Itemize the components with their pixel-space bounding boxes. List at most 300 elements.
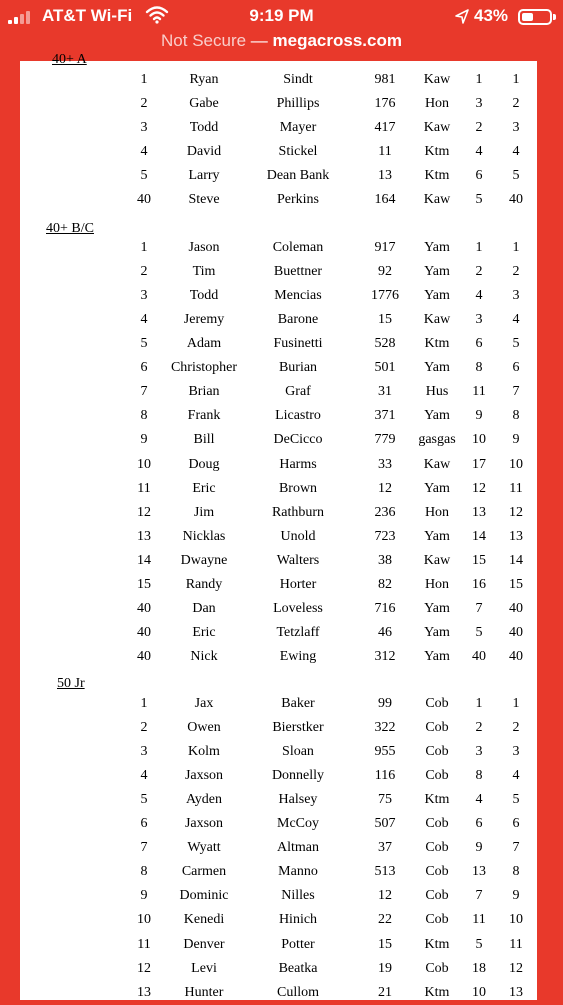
moto2-cell: 13 <box>509 528 523 544</box>
make-cell: Yam <box>424 264 450 280</box>
moto1-cell: 5 <box>475 624 483 640</box>
bike-number-cell: 371 <box>374 408 396 424</box>
moto2-cell: 12 <box>509 960 523 976</box>
last-name-cell: Coleman <box>272 240 324 255</box>
last-name-cell: Walters <box>276 552 320 568</box>
position-cell: 11 <box>137 480 151 496</box>
bike-number-cell: 37 <box>378 840 392 856</box>
moto1-cell: 2 <box>475 264 483 280</box>
position-cell: 6 <box>140 816 148 832</box>
moto2-cell: 12 <box>509 504 523 520</box>
make-cell: Cob <box>425 744 449 760</box>
make-cell: Yam <box>424 408 450 424</box>
moto1-cell: 40 <box>472 649 486 665</box>
make-cell: Yam <box>424 240 450 255</box>
moto2-cell: 6 <box>512 360 520 376</box>
position-cell: 10 <box>137 912 151 928</box>
moto2-cell: 14 <box>509 552 523 568</box>
table-row <box>20 836 537 860</box>
bike-number-cell: 1776 <box>371 288 399 304</box>
make-cell: Cob <box>425 768 449 784</box>
make-cell: Ktm <box>424 144 450 159</box>
first-name-cell: Eric <box>192 480 216 496</box>
make-cell: Cob <box>425 720 449 736</box>
first-name-cell: Owen <box>187 720 221 736</box>
make-cell: Kaw <box>423 120 451 135</box>
moto2-cell: 4 <box>512 144 520 159</box>
last-name-cell: Licastro <box>275 408 321 424</box>
last-name-cell: Potter <box>281 936 315 952</box>
moto1-cell: 1 <box>475 240 483 255</box>
last-name-cell: Rathburn <box>271 504 325 520</box>
position-cell: 9 <box>140 888 148 904</box>
moto2-cell: 2 <box>512 720 520 736</box>
moto1-cell: 4 <box>475 288 483 304</box>
moto1-cell: 4 <box>475 792 483 808</box>
first-name-cell: Gabe <box>189 96 219 111</box>
first-name-cell: Hunter <box>184 984 224 1000</box>
first-name-cell: Ayden <box>185 792 223 808</box>
bike-number-cell: 322 <box>374 720 396 736</box>
last-name-cell: Beatka <box>278 960 318 976</box>
moto1-cell: 8 <box>475 360 483 376</box>
bike-number-cell: 31 <box>378 384 392 400</box>
make-cell: Kaw <box>423 456 451 472</box>
table-row <box>20 188 537 212</box>
table-row <box>20 525 537 549</box>
moto1-cell: 9 <box>475 840 483 856</box>
first-name-cell: Jeremy <box>183 312 225 328</box>
position-cell: 3 <box>140 288 148 304</box>
moto2-cell: 11 <box>509 936 523 952</box>
position-cell: 40 <box>137 624 151 640</box>
make-cell: Cob <box>425 888 449 904</box>
bike-number-cell: 15 <box>378 312 392 328</box>
moto2-cell: 1 <box>512 240 520 255</box>
make-cell: Kaw <box>423 312 451 328</box>
moto2-cell: 2 <box>512 264 520 280</box>
last-name-cell: Graf <box>285 384 311 400</box>
last-name-cell: Ewing <box>279 649 317 665</box>
bike-number-cell: 21 <box>378 984 392 1000</box>
moto1-cell: 8 <box>475 768 483 784</box>
last-name-cell: Brown <box>278 480 318 496</box>
first-name-cell: Nick <box>190 649 218 665</box>
moto2-cell: 1 <box>512 696 520 711</box>
first-name-cell: Kolm <box>188 744 220 760</box>
bike-number-cell: 513 <box>374 864 396 880</box>
last-name-cell: Nilles <box>281 888 315 904</box>
last-name-cell: Manno <box>278 864 318 880</box>
make-cell: Yam <box>424 528 450 544</box>
moto1-cell: 3 <box>475 744 483 760</box>
position-cell: 3 <box>140 744 148 760</box>
moto1-cell: 17 <box>472 456 486 472</box>
table-row <box>20 380 537 404</box>
table-row <box>20 140 537 164</box>
first-name-cell: Eric <box>192 624 216 640</box>
first-name-cell: Kenedi <box>183 912 225 928</box>
moto1-cell: 3 <box>475 96 483 111</box>
make-cell: Hus <box>425 384 449 400</box>
last-name-cell: Bierstker <box>272 720 324 736</box>
bike-number-cell: 11 <box>378 144 392 159</box>
last-name-cell: Loveless <box>273 600 323 616</box>
last-name-cell: Unold <box>280 528 316 544</box>
first-name-cell: Carmen <box>181 864 227 880</box>
bike-number-cell: 164 <box>374 192 396 207</box>
first-name-cell: Jaxson <box>184 816 224 832</box>
first-name-cell: Todd <box>189 288 219 304</box>
moto2-cell: 5 <box>512 168 520 183</box>
bike-number-cell: 19 <box>378 960 392 976</box>
moto2-cell: 15 <box>509 576 523 592</box>
moto2-cell: 10 <box>509 456 523 472</box>
position-cell: 5 <box>140 168 148 183</box>
table-row <box>20 621 537 645</box>
first-name-cell: Steve <box>188 192 220 207</box>
moto1-cell: 2 <box>475 720 483 736</box>
moto2-cell: 2 <box>512 96 520 111</box>
moto1-cell: 2 <box>475 120 483 135</box>
first-name-cell: Tim <box>192 264 216 280</box>
bike-number-cell: 13 <box>378 168 392 183</box>
moto1-cell: 15 <box>472 552 486 568</box>
position-cell: 4 <box>140 312 148 328</box>
bike-number-cell: 955 <box>374 744 396 760</box>
first-name-cell: David <box>186 144 222 159</box>
moto2-cell: 40 <box>509 624 523 640</box>
last-name-cell: Halsey <box>278 792 318 808</box>
first-name-cell: Christopher <box>170 360 238 376</box>
first-name-cell: Ryan <box>189 72 219 87</box>
table-row <box>20 68 537 92</box>
last-name-cell: Fusinetti <box>273 336 323 352</box>
moto2-cell: 9 <box>512 888 520 904</box>
last-name-cell: Mencias <box>274 288 322 304</box>
table-row <box>20 453 537 477</box>
bike-number-cell: 528 <box>374 336 396 352</box>
moto1-cell: 12 <box>472 480 486 496</box>
make-cell: Hon <box>424 504 450 520</box>
moto2-cell: 5 <box>512 336 520 352</box>
position-cell: 12 <box>137 960 151 976</box>
moto1-cell: 6 <box>475 168 483 183</box>
moto1-cell: 6 <box>475 816 483 832</box>
moto1-cell: 13 <box>472 504 486 520</box>
moto2-cell: 40 <box>509 600 523 616</box>
position-cell: 12 <box>137 504 151 520</box>
bike-number-cell: 417 <box>374 120 396 135</box>
first-name-cell: Bill <box>193 432 215 448</box>
make-cell: Cob <box>425 840 449 856</box>
first-name-cell: Jax <box>194 696 214 711</box>
moto1-cell: 5 <box>475 936 483 952</box>
table-row <box>20 764 537 788</box>
table-row <box>20 573 537 597</box>
table-row <box>20 116 537 140</box>
moto2-cell: 4 <box>512 768 520 784</box>
moto1-cell: 9 <box>475 408 483 424</box>
make-cell: Ktm <box>424 936 450 952</box>
position-cell: 40 <box>137 192 151 207</box>
security-label: Not Secure <box>161 31 247 50</box>
position-cell: 10 <box>137 456 151 472</box>
bike-number-cell: 12 <box>378 480 392 496</box>
position-cell: 3 <box>140 120 148 135</box>
battery-nub <box>553 14 556 20</box>
position-cell: 1 <box>140 240 148 255</box>
first-name-cell: Nicklas <box>182 528 226 544</box>
moto1-cell: 16 <box>472 576 486 592</box>
table-row <box>20 692 537 716</box>
bike-number-cell: 116 <box>374 768 396 784</box>
position-cell: 13 <box>137 984 151 1000</box>
last-name-cell: Dean Bank <box>266 168 330 183</box>
url-separator: — <box>246 31 273 50</box>
bike-number-cell: 46 <box>378 624 392 640</box>
moto2-cell: 3 <box>512 288 520 304</box>
first-name-cell: Frank <box>187 408 221 424</box>
bike-number-cell: 779 <box>374 432 396 448</box>
last-name-cell: Stickel <box>278 144 318 159</box>
battery-icon <box>518 9 552 25</box>
moto2-cell: 7 <box>512 840 520 856</box>
table-row <box>20 645 537 669</box>
position-cell: 13 <box>137 528 151 544</box>
last-name-cell: McCoy <box>277 816 319 832</box>
first-name-cell: Todd <box>189 120 219 135</box>
make-cell: Yam <box>424 624 450 640</box>
first-name-cell: Dominic <box>179 888 229 904</box>
last-name-cell: DeCicco <box>273 432 323 448</box>
first-name-cell: Wyatt <box>187 840 221 856</box>
last-name-cell: Donnelly <box>271 768 325 784</box>
table-row <box>20 260 537 284</box>
moto2-cell: 9 <box>512 432 520 448</box>
make-cell: Yam <box>424 480 450 496</box>
make-cell: Cob <box>425 864 449 880</box>
last-name-cell: Barone <box>277 312 319 328</box>
table-row <box>20 933 537 957</box>
table-row <box>20 812 537 836</box>
make-cell: Cob <box>425 912 449 928</box>
moto2-cell: 8 <box>512 864 520 880</box>
moto2-cell: 7 <box>512 384 520 400</box>
table-row <box>20 404 537 428</box>
make-cell: Yam <box>424 649 450 665</box>
moto2-cell: 3 <box>512 744 520 760</box>
position-cell: 8 <box>140 408 148 424</box>
make-cell: Hon <box>424 576 450 592</box>
moto2-cell: 6 <box>512 816 520 832</box>
table-row <box>20 164 537 188</box>
position-cell: 11 <box>137 936 151 952</box>
last-name-cell: Perkins <box>277 192 319 207</box>
position-cell: 15 <box>137 576 151 592</box>
position-cell: 5 <box>140 336 148 352</box>
make-cell: Yam <box>424 600 450 616</box>
bike-number-cell: 92 <box>378 264 392 280</box>
bike-number-cell: 176 <box>374 96 396 111</box>
table-row <box>20 92 537 116</box>
position-cell: 6 <box>140 360 148 376</box>
moto1-cell: 10 <box>472 432 486 448</box>
make-cell: Cob <box>425 696 449 711</box>
make-cell: Kaw <box>423 552 451 568</box>
table-row <box>20 308 537 332</box>
moto2-cell: 5 <box>512 792 520 808</box>
moto2-cell: 8 <box>512 408 520 424</box>
make-cell: Ktm <box>424 792 450 808</box>
table-row <box>20 597 537 621</box>
table-row <box>20 428 537 452</box>
make-cell: Kaw <box>423 192 451 207</box>
moto1-cell: 4 <box>475 144 483 159</box>
url-domain: megacross.com <box>272 31 402 50</box>
bike-number-cell: 33 <box>378 456 392 472</box>
moto1-cell: 1 <box>475 696 483 711</box>
table-row <box>20 236 537 260</box>
moto1-cell: 1 <box>475 72 483 87</box>
bike-number-cell: 917 <box>374 240 396 255</box>
moto1-cell: 7 <box>475 600 483 616</box>
position-cell: 1 <box>140 696 148 711</box>
moto2-cell: 10 <box>509 912 523 928</box>
first-name-cell: Doug <box>188 456 220 472</box>
moto2-cell: 3 <box>512 120 520 135</box>
last-name-cell: Sindt <box>283 72 313 87</box>
last-name-cell: Harms <box>279 456 317 472</box>
position-cell: 7 <box>140 384 148 400</box>
clock: 9:19 PM <box>249 6 314 25</box>
last-name-cell: Sloan <box>282 744 314 760</box>
table-row <box>20 284 537 308</box>
bike-number-cell: 723 <box>374 528 396 544</box>
first-name-cell: Brian <box>188 384 220 400</box>
bike-number-cell: 312 <box>374 649 396 665</box>
table-row <box>20 981 537 1005</box>
position-cell: 5 <box>140 792 148 808</box>
class-title: 40+ A <box>52 52 87 67</box>
bike-number-cell: 236 <box>374 504 396 520</box>
bike-number-cell: 507 <box>374 816 396 832</box>
moto2-cell: 1 <box>512 72 520 87</box>
table-row <box>20 740 537 764</box>
results-page <box>20 52 537 1000</box>
first-name-cell: Dwayne <box>180 552 228 568</box>
moto1-cell: 14 <box>472 528 486 544</box>
position-cell: 2 <box>140 96 148 111</box>
make-cell: Ktm <box>424 336 450 352</box>
first-name-cell: Jaxson <box>184 768 224 784</box>
first-name-cell: Randy <box>185 576 223 592</box>
moto2-cell: 40 <box>509 192 523 207</box>
make-cell: Ktm <box>424 168 450 183</box>
carrier-label: AT&T Wi-Fi <box>42 6 133 25</box>
position-cell: 2 <box>140 720 148 736</box>
position-cell: 7 <box>140 840 148 856</box>
position-cell: 40 <box>137 649 151 665</box>
bike-number-cell: 82 <box>378 576 392 592</box>
position-cell: 4 <box>140 144 148 159</box>
class-title: 40+ B/C <box>46 221 94 236</box>
bike-number-cell: 501 <box>374 360 396 376</box>
location-arrow-icon <box>455 8 469 24</box>
last-name-cell: Buettner <box>273 264 323 280</box>
first-name-cell: Dan <box>192 600 216 616</box>
make-cell: Ktm <box>424 984 450 1000</box>
moto1-cell: 7 <box>475 888 483 904</box>
position-cell: 9 <box>140 432 148 448</box>
bike-number-cell: 22 <box>378 912 392 928</box>
table-row <box>20 356 537 380</box>
moto2-cell: 4 <box>512 312 520 328</box>
make-cell: gasgas <box>418 432 456 448</box>
last-name-cell: Cullom <box>276 984 319 1000</box>
make-cell: Hon <box>424 96 450 111</box>
table-row <box>20 788 537 812</box>
last-name-cell: Phillips <box>276 96 320 111</box>
battery-percent: 43% <box>474 6 509 25</box>
last-name-cell: Baker <box>281 696 315 711</box>
table-row <box>20 908 537 932</box>
moto1-cell: 13 <box>472 864 486 880</box>
make-cell: Yam <box>424 360 450 376</box>
table-row <box>20 501 537 525</box>
last-name-cell: Hinich <box>278 912 318 928</box>
table-row <box>20 860 537 884</box>
position-cell: 8 <box>140 864 148 880</box>
table-row <box>20 332 537 356</box>
bike-number-cell: 15 <box>378 936 392 952</box>
first-name-cell: Jim <box>193 504 215 520</box>
bike-number-cell: 99 <box>378 696 392 711</box>
table-row <box>20 884 537 908</box>
battery-level <box>522 13 533 21</box>
table-row <box>20 716 537 740</box>
last-name-cell: Altman <box>277 840 319 856</box>
make-cell: Cob <box>425 816 449 832</box>
moto1-cell: 10 <box>472 984 486 1000</box>
position-cell: 2 <box>140 264 148 280</box>
moto2-cell: 13 <box>509 984 523 1000</box>
position-cell: 40 <box>137 600 151 616</box>
last-name-cell: Horter <box>279 576 317 592</box>
last-name-cell: Burian <box>278 360 318 376</box>
moto1-cell: 18 <box>472 960 486 976</box>
moto1-cell: 3 <box>475 312 483 328</box>
first-name-cell: Levi <box>191 960 217 976</box>
make-cell: Kaw <box>423 72 451 87</box>
make-cell: Cob <box>425 960 449 976</box>
bike-number-cell: 38 <box>378 552 392 568</box>
first-name-cell: Denver <box>183 936 225 952</box>
make-cell: Yam <box>424 288 450 304</box>
position-cell: 14 <box>137 552 151 568</box>
table-row <box>20 477 537 501</box>
bike-number-cell: 75 <box>378 792 392 808</box>
moto1-cell: 11 <box>472 912 486 928</box>
position-cell: 4 <box>140 768 148 784</box>
moto1-cell: 6 <box>475 336 483 352</box>
table-row <box>20 549 537 573</box>
moto2-cell: 11 <box>509 480 523 496</box>
position-cell: 1 <box>140 72 148 87</box>
moto1-cell: 11 <box>472 384 486 400</box>
last-name-cell: Tetzlaff <box>276 624 320 640</box>
first-name-cell: Larry <box>188 168 220 183</box>
